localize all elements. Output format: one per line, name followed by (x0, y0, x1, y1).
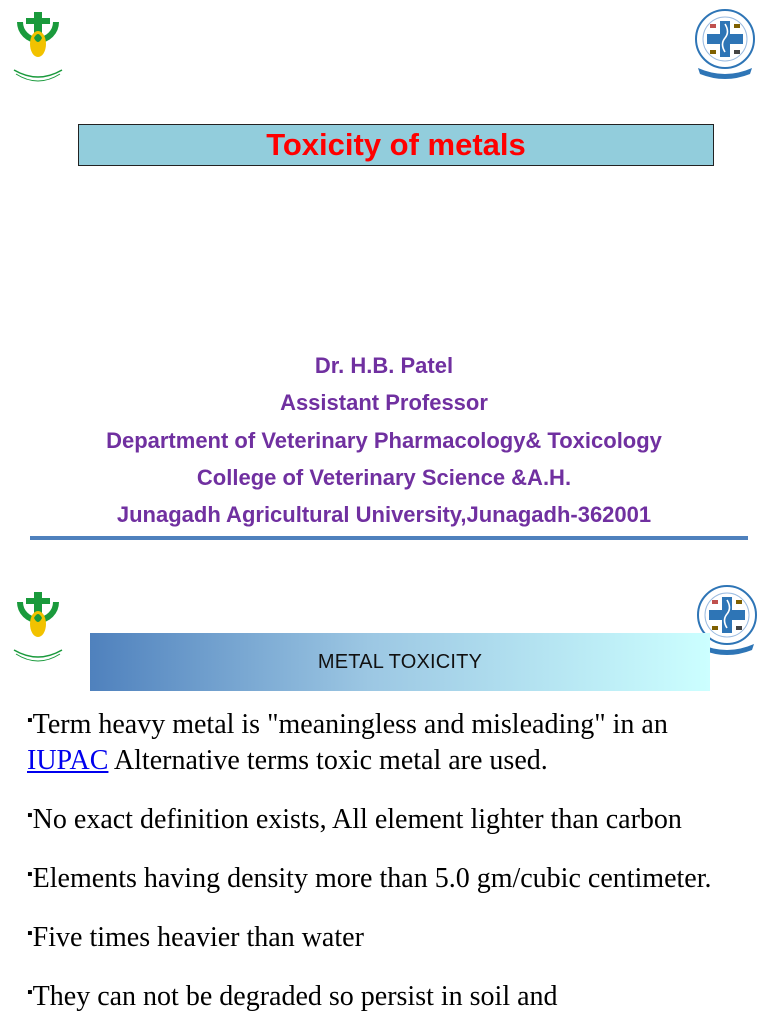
bullet-text: No exact definition exists, All element lighter than carbon (32, 804, 682, 835)
university-logo-icon (8, 8, 68, 88)
bullet-item (27, 916, 747, 956)
bullet-marker: ▪ (27, 807, 33, 824)
title-banner (78, 124, 714, 166)
bullet-text: Five times heavier than water (32, 922, 364, 953)
university-logo-icon (8, 588, 68, 668)
bullet-marker: ▪ (27, 984, 33, 1001)
bullet-item (27, 857, 747, 897)
bullet-marker: ▪ (27, 925, 33, 942)
author-name: Dr. H.B. Patel (314, 353, 454, 378)
college-emblem-icon (694, 8, 756, 82)
bullet-item (27, 703, 747, 779)
author-position: Assistant Professor (280, 390, 488, 416)
author-block (0, 347, 768, 533)
author-college: College of Veterinary Science &A.H. (196, 464, 572, 490)
bullet-text: Elements having density more than 5.0 gm/cubic centimeter. (32, 863, 712, 894)
section-banner (90, 633, 710, 691)
bullet-text: Alternative terms toxic metal are used. (108, 745, 548, 776)
bullet-text: Term heavy metal is "meaningless and misleading" in an (32, 709, 668, 740)
section-heading: METAL TOXICITY (317, 650, 483, 673)
bullet-item (27, 798, 747, 838)
bullet-text: They can not be degraded so persist in soil and (32, 981, 558, 1012)
bullet-marker: ▪ (27, 712, 33, 729)
author-university: Junagadh Agricultural University,Junagadh-362001 (116, 502, 652, 528)
slide-title: Toxicity of metals (266, 127, 526, 162)
author-department: Department of Veterinary Pharmacology& Toxicology (106, 427, 662, 453)
bullet-item (27, 975, 747, 1015)
bullet-list (27, 703, 747, 1024)
iupac-link[interactable]: IUPAC (27, 745, 109, 776)
bullet-marker: ▪ (27, 866, 33, 883)
content-slide (0, 540, 768, 1024)
